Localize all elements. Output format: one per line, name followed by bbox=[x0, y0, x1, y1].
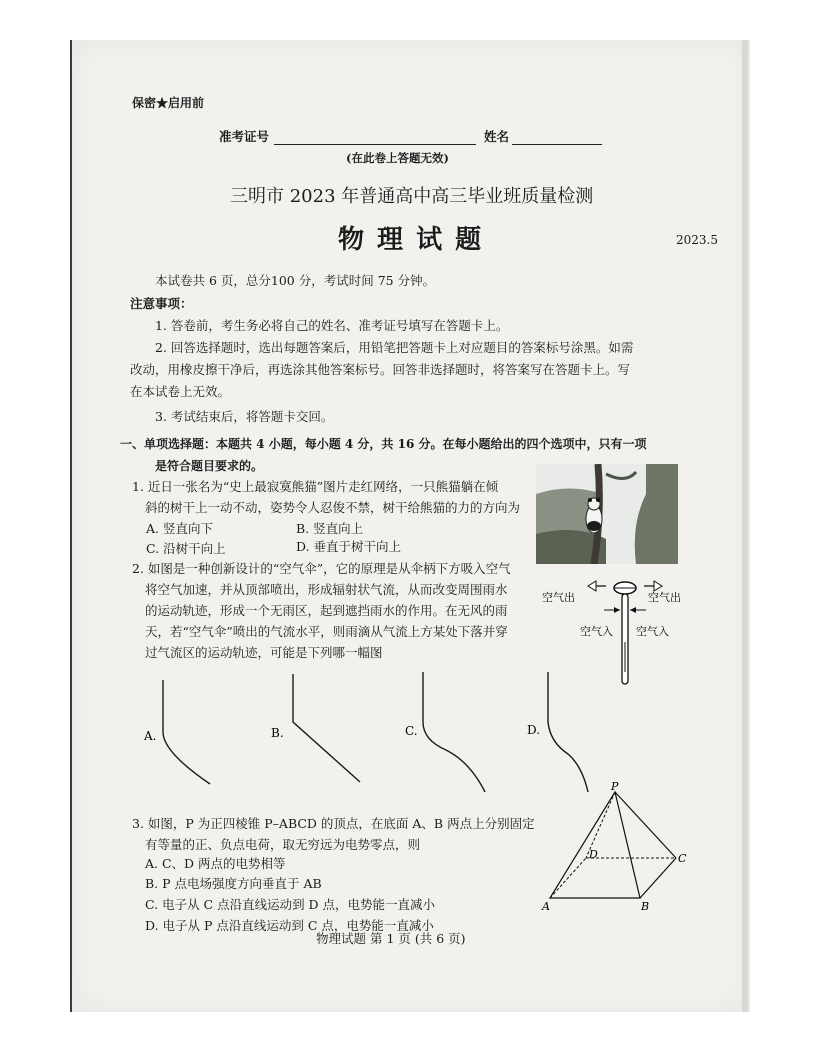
trajectory-b bbox=[293, 674, 360, 782]
trajectory-c bbox=[423, 672, 485, 792]
notice-item: 3. 考试结束后，将答题卡交回。 bbox=[155, 409, 334, 424]
exam-id-blank bbox=[274, 130, 476, 145]
q3-option-d: D. 电子从 P 点沿直线运动到 C 点，电势能一直减小 bbox=[145, 918, 434, 933]
q2-stem: 将空气加速，并从顶部喷出，形成辐射状气流，从而改变周围雨水 bbox=[145, 582, 508, 597]
trajectory-d bbox=[548, 672, 588, 792]
q2-stem: 天，若“空气伞”喷出的气流水平，则雨滴从气流上方某处下落并穿 bbox=[145, 624, 508, 639]
panda-photo bbox=[536, 464, 678, 564]
vertex-a: A bbox=[542, 900, 550, 912]
q1-stem: 斜的树干上一动不动，姿势令人忍俊不禁，树干给熊猫的力的方向为 bbox=[145, 500, 521, 515]
q1-option-a: A. 竖直向下 bbox=[146, 521, 213, 536]
q1-option-c: C. 沿树干向上 bbox=[146, 541, 226, 556]
notice-item: 改动，用橡皮擦干净后，再选涂其他答案标号。回答非选择题时，将答案写在答题卡上。写 bbox=[130, 362, 631, 377]
notice-item: 1. 答卷前，考生务必将自己的姓名、准考证号填写在答题卡上。 bbox=[155, 318, 509, 333]
vertex-c: C bbox=[678, 852, 687, 865]
q1-option-d: D. 垂直于树干向上 bbox=[296, 539, 402, 554]
vertex-p: P bbox=[611, 780, 619, 793]
q3-option-a: A. C、D 两点的电势相等 bbox=[145, 856, 286, 871]
air-out-label: 空气出 bbox=[542, 591, 575, 604]
intro-text: 本试卷共 6 页，总分100 分，考试时间 75 分钟。 bbox=[155, 273, 436, 288]
trajectory-a bbox=[163, 680, 210, 784]
name-blank bbox=[512, 130, 602, 145]
exam-title: 三明市 2023 年普通高中高三毕业班质量检测 bbox=[230, 186, 594, 207]
option-label-a: A. bbox=[144, 729, 157, 743]
q3-option-b: B. P 点电场强度方向垂直于 AB bbox=[145, 876, 322, 891]
q3-stem: 3. 如图，P 为正四棱锥 P–ABCD 的顶点，在底面 A、B 两点上分别固定 bbox=[132, 816, 535, 831]
q3-option-c: C. 电子从 C 点沿直线运动到 D 点，电势能一直减小 bbox=[145, 897, 436, 912]
q3-stem: 有等量的正、负点电荷，取无穷远为电势零点，则 bbox=[145, 837, 421, 852]
notice-item: 2. 回答选择题时，选出每题答案后，用铅笔把答题卡上对应题目的答案标号涂黑。如需 bbox=[155, 340, 634, 355]
name-label: 姓名 bbox=[484, 129, 510, 144]
q2-stem: 过气流区的运动轨迹，可能是下列哪一幅图 bbox=[145, 645, 383, 660]
q1-option-b: B. 竖直向上 bbox=[296, 521, 364, 536]
exam-id-label: 准考证号 bbox=[219, 129, 270, 144]
q1-stem: 1. 近日一张名为“史上最寂寞熊猫”图片走红网络，一只熊猫躺在倾 bbox=[132, 479, 499, 494]
notice-item: 在本试卷上无效。 bbox=[130, 384, 231, 399]
vertex-b: B bbox=[641, 900, 650, 912]
section-heading-cont: 是符合题目要求的。 bbox=[155, 459, 264, 473]
invalid-note: (在此卷上答题无效) bbox=[346, 151, 449, 165]
q2-trajectory-options bbox=[130, 662, 610, 792]
option-label-d: D. bbox=[527, 723, 541, 737]
page-footer: 物理试题 第 1 页 (共 6 页) bbox=[316, 931, 466, 946]
option-label-b: B. bbox=[271, 726, 284, 740]
q2-stem: 的运动轨迹，形成一个无雨区，起到遮挡雨水的作用。在无风的雨 bbox=[145, 603, 508, 618]
pyramid-diagram bbox=[540, 780, 690, 912]
air-in-label: 空气入 bbox=[580, 625, 613, 638]
option-label-c: C. bbox=[405, 724, 418, 738]
exam-date: 2023.5 bbox=[676, 233, 718, 247]
air-out-label: 空气出 bbox=[648, 591, 681, 604]
vertex-d: D bbox=[589, 848, 598, 861]
section-heading: 一、单项选择题：本题共 4 小题，每小题 4 分，共 16 分。在每小题给出的四个选项中，只有一项 bbox=[120, 437, 647, 451]
confidential-label: 保密★启用前 bbox=[132, 96, 205, 110]
paper-edge bbox=[742, 40, 748, 1012]
q2-stem: 2. 如图是一种创新设计的“空气伞”，它的原理是从伞柄下方吸入空气 bbox=[132, 561, 511, 576]
subject-title: 物 理 试 题 bbox=[338, 225, 484, 255]
air-in-label: 空气入 bbox=[636, 625, 669, 638]
notice-heading: 注意事项： bbox=[130, 296, 193, 311]
